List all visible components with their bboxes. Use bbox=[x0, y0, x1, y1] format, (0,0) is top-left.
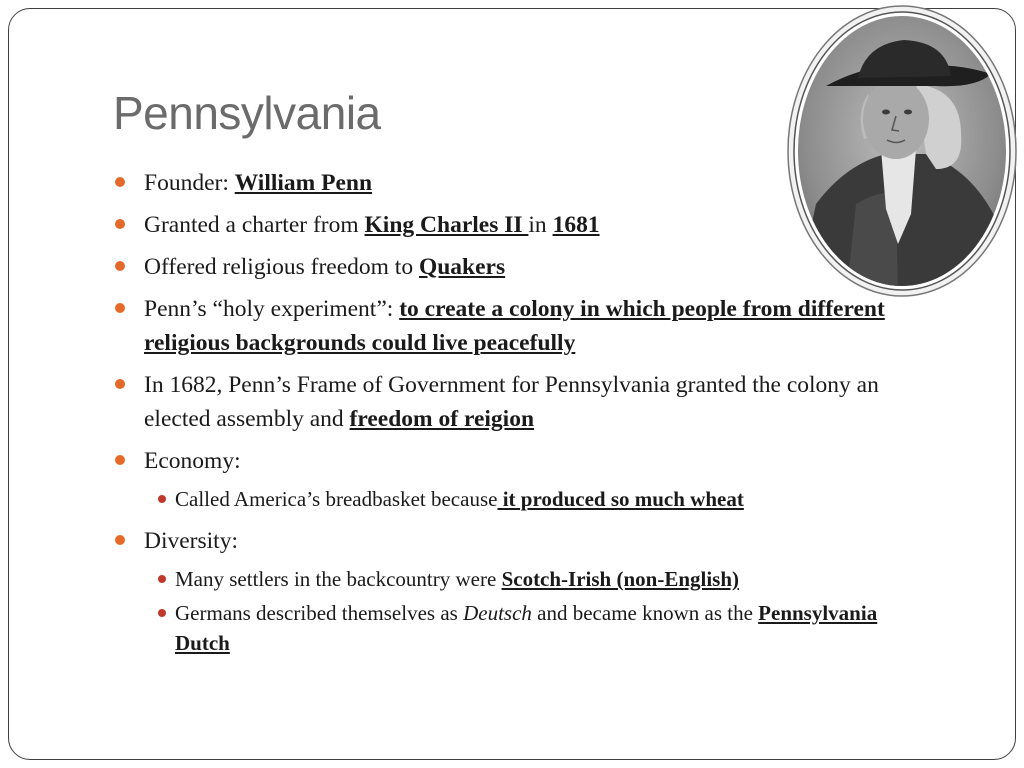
bullet-list bbox=[113, 166, 933, 668]
bullet-economy bbox=[113, 444, 933, 514]
bullet-highlight: King Charles II bbox=[364, 212, 529, 238]
sub-bullet-highlight: Pennsylvania Dutch bbox=[175, 601, 878, 655]
bullet-text: Granted a charter from bbox=[144, 212, 365, 238]
bullet-highlight: Quakers bbox=[418, 254, 506, 280]
slide-title: Pennsylvania bbox=[113, 87, 381, 139]
bullet-highlight-2: 1681 bbox=[552, 212, 600, 238]
sub-bullet-text-2: and became known as the bbox=[531, 601, 759, 625]
bullet-highlight: William Penn bbox=[234, 170, 373, 196]
bullet-text: Economy: bbox=[144, 448, 241, 474]
sub-bullet-germans bbox=[144, 598, 933, 658]
sub-bullet-text: Germans described themselves as bbox=[175, 601, 464, 625]
bullet-text: Diversity: bbox=[144, 528, 238, 554]
bullet-diversity bbox=[113, 524, 933, 658]
bullet-text: In 1682, Penn’s Frame of Government for Pennsylvania granted the colony an elected assembly and bbox=[144, 372, 879, 432]
sub-bullet-highlight: it produced so much wheat bbox=[497, 487, 744, 511]
sub-bullet-scotch-irish bbox=[144, 564, 933, 594]
bullet-charter bbox=[113, 208, 933, 242]
bullet-text: Penn’s “holy experiment”: bbox=[144, 296, 400, 322]
sub-bullet-text: Called America’s breadbasket because bbox=[175, 487, 498, 511]
bullet-text: Founder: bbox=[144, 170, 235, 196]
bullet-highlight: to create a colony in which people from different religious backgrounds could live peacefully bbox=[144, 296, 885, 356]
bullet-founder bbox=[113, 166, 933, 200]
bullet-religious-freedom bbox=[113, 250, 933, 284]
sub-bullet-italic: Deutsch bbox=[463, 601, 532, 625]
sub-bullet-highlight: Scotch-Irish (non-English) bbox=[501, 567, 740, 591]
sub-bullet-list bbox=[144, 564, 933, 658]
sub-bullet-breadbasket bbox=[144, 484, 933, 514]
bullet-text-2: in bbox=[528, 212, 553, 238]
bullet-highlight: freedom of reigion bbox=[349, 406, 535, 432]
sub-bullet-text: Many settlers in the backcountry were bbox=[175, 567, 502, 591]
bullet-text: Offered religious freedom to bbox=[144, 254, 419, 280]
sub-bullet-list bbox=[144, 484, 933, 514]
bullet-frame-of-government bbox=[113, 368, 933, 436]
bullet-holy-experiment bbox=[113, 292, 933, 360]
